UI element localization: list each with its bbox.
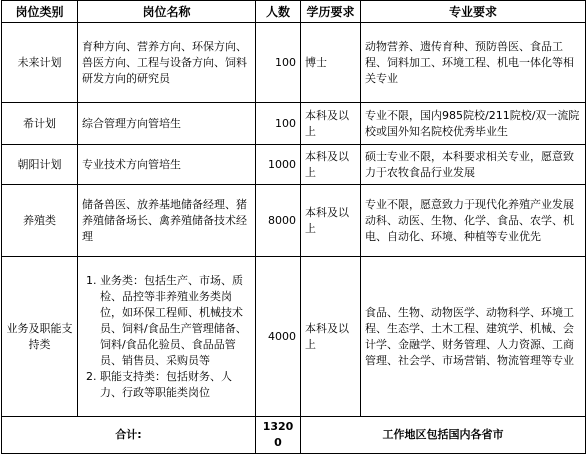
education-cell: 博士 (301, 23, 361, 103)
category-cell: 业务及职能支持类 (2, 257, 78, 417)
duty-list (82, 273, 251, 401)
header-education: 学历要求 (301, 1, 361, 23)
count-cell: 100 (256, 103, 301, 145)
recruitment-table (1, 0, 586, 454)
position-cell (78, 257, 256, 417)
position-cell: 专业技术方向管培生 (78, 145, 256, 185)
category-cell: 养殖类 (2, 185, 78, 257)
education-cell: 本科及以上 (301, 185, 361, 257)
header-major: 专业要求 (361, 1, 586, 23)
header-category: 岗位类别 (2, 1, 78, 23)
category-cell: 希计划 (2, 103, 78, 145)
major-cell: 动物营养、遗传育种、预防兽医、食品工程、饲料加工、环境工程、机电一体化等相关专业 (361, 23, 586, 103)
work-location-note: 工作地区包括国内各省市 (301, 417, 586, 454)
total-count: 13200 (256, 417, 301, 454)
major-cell (361, 185, 586, 257)
position-cell: 育种方向、营养方向、环保方向、兽医方向、工程与设备方向、饲料研发方向的研究员 (78, 23, 256, 103)
major-cell: 硕士专业不限，本科要求相关专业，愿意致力于农牧食品行业发展 (361, 145, 586, 185)
category-cell: 朝阳计划 (2, 145, 78, 185)
count-cell: 1000 (256, 145, 301, 185)
total-row (2, 417, 586, 454)
header-row (2, 1, 586, 23)
total-label: 合计: (2, 417, 256, 454)
major-line: 动科、动医、生物、化学、食品、农学、机电、自动化、环境、种植等专业优先 (365, 213, 574, 243)
table-row (2, 23, 586, 103)
education-cell: 本科及以上 (301, 145, 361, 185)
category-cell: 未来计划 (2, 23, 78, 103)
table-row (2, 185, 586, 257)
count-cell: 4000 (256, 257, 301, 417)
table-row (2, 103, 586, 145)
position-cell: 综合管理方向管培生 (78, 103, 256, 145)
position-cell: 储备兽医、放养基地储备经理、猪养殖储备场长、禽养殖储备技术经理 (78, 185, 256, 257)
table-row (2, 145, 586, 185)
count-cell: 100 (256, 23, 301, 103)
duty-item: 1. 业务类：包括生产、市场、质检、品控等非养殖业务类岗位，如环保工程师、机械技术员、饲料/食品生产管理储备、饲料/食品化验员、食品品管员、销售员、采购员等 (100, 273, 251, 369)
header-count: 人数 (256, 1, 301, 23)
table-row (2, 257, 586, 417)
duty-item: 2. 职能支持类：包括财务、人力、行政等职能类岗位 (100, 369, 251, 401)
major-cell: 食品、生物、动物医学、动物科学、环境工程、生态学、土木工程、建筑学、机械、会计学、金融学、财务管理、人力资源、工商管理、社会学、市场营销、物流管理等专业 (361, 257, 586, 417)
education-cell: 本科及以上 (301, 257, 361, 417)
count-cell: 8000 (256, 185, 301, 257)
education-cell: 本科及以上 (301, 103, 361, 145)
header-position: 岗位名称 (78, 1, 256, 23)
major-cell: 专业不限，国内985院校/211院校/双一流院校或国外知名院校优秀毕业生 (361, 103, 586, 145)
major-line: 专业不限，愿意致力于现代化养殖产业发展 (365, 197, 574, 211)
